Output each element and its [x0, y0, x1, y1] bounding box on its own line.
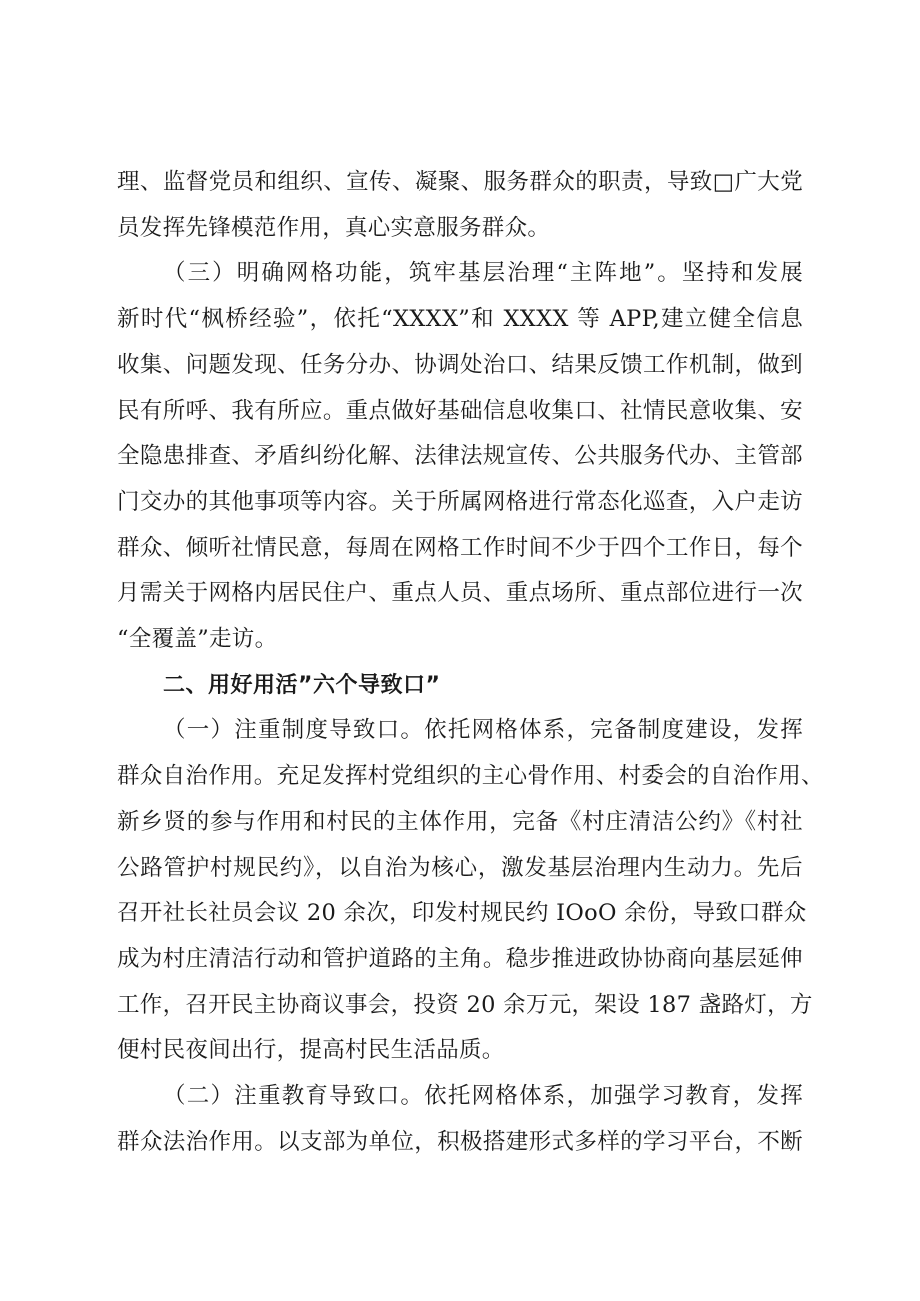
paragraph-education-guidance [117, 1074, 803, 1165]
text-line: 员发挥先锋模范作用，真心实意服务群众。 [117, 214, 551, 241]
text-line: 门交办的其他事项等内容。关于所属网格进行常态化巡查，入户走访 [117, 488, 803, 515]
paragraph-intro [117, 160, 803, 251]
text-line: （三）明确网格功能，筑牢基层治理“主阵地”。坚持和发展 [163, 260, 803, 287]
text-line: 群众、倾听社情民意，每周在网格工作时间不少于四个工作日，每个 [117, 534, 803, 561]
text-line: 民有所呼、我有所应。重点做好基础信息收集口、社情民意收集、安 [117, 397, 803, 424]
text-line: 理、监督党员和组织、宣传、凝聚、服务群众的职责，导致□广大党 [117, 169, 803, 195]
text-line: 工作，召开民主协商议事会，投资 20 余万元，架设 187 盏路灯，方 [117, 991, 813, 1018]
text-line: 便村民夜间出行，提高村民生活品质。 [117, 1037, 505, 1064]
text-line: 公路管护村规民约》，以自治为核心，激发基层治理内生动力。先后 [117, 854, 803, 881]
text-line: 召开社长社员会议 20 余次，印发村规民约 IOoO 余份，导致口群众 [117, 900, 807, 927]
text-line: （一）注重制度导致口。依托网格体系，完备制度建设，发挥 [163, 717, 803, 744]
paragraph-system-guidance [117, 708, 824, 1074]
text-line: 月需关于网格内居民住户、重点人员、重点场所、重点部位进行一次 [117, 580, 803, 607]
document-body [117, 160, 824, 1165]
paragraph-grid-function [117, 251, 803, 662]
text-line: 全隐患排查、矛盾纠纷化解、法律法规宣传、公共服务代办、主管部 [117, 443, 803, 470]
text-line: （二）注重教育导致口。依托网格体系，加强学习教育，发挥 [163, 1083, 803, 1110]
text-line: 群众自治作用。充足发挥村党组织的主心骨作用、村委会的自治作用、 [117, 763, 824, 790]
text-line: 新乡贤的参与作用和村民的主体作用，完备《村庄清洁公约》《村社 [117, 808, 803, 835]
text-line: 新时代“枫桥经验”，依托“XXXX”和 XXXX 等 APP,建立健全信息 [117, 306, 803, 333]
text-line: “全覆盖”走访。 [117, 626, 278, 653]
text-line: 群众法治作用。以支部为单位，积极搭建形式多样的学习平台，不断 [117, 1128, 803, 1155]
text-line: 成为村庄清洁行动和管护道路的主角。稳步推进政协协商向基层延伸 [117, 945, 803, 972]
section-heading: 二、用好用活”六个导致口” [163, 672, 441, 698]
text-line: 收集、问题发现、任务分办、协调处治口、结果反馈工作机制，做到 [117, 351, 803, 378]
